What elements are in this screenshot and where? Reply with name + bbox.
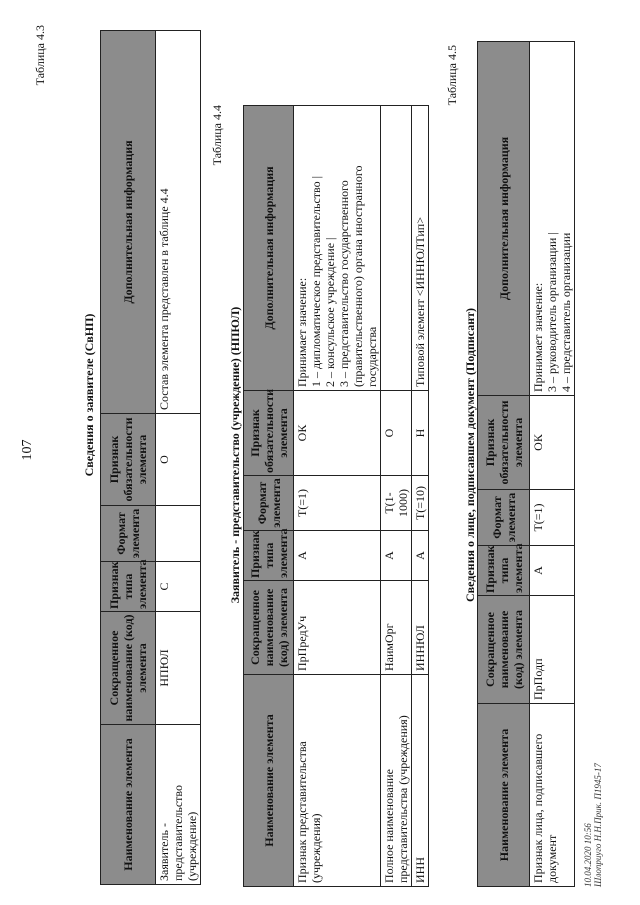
- col-header: Признак типа элемента: [101, 562, 156, 612]
- cell-type: С: [156, 562, 201, 612]
- cell-name: Признак представительства (учреждения): [294, 675, 381, 887]
- cell-name: ИНН: [412, 675, 429, 887]
- cell-info: [381, 106, 412, 391]
- col-header: Формат элемента: [101, 506, 156, 562]
- footer-line: 10.04.2020 10:56: [583, 823, 593, 887]
- cell-required: О: [381, 391, 412, 476]
- col-header: Признак типа элемента: [244, 531, 294, 581]
- table-4-4-title: Заявитель - представительство (учреждение) (НПЮЛ): [228, 306, 242, 604]
- cell-info: Типовой элемент <ИННЮЛТип>: [412, 106, 429, 391]
- table-4-3-title: Сведения о заявителе (СвНП): [82, 313, 96, 477]
- cell-code: ПрПредУч: [294, 581, 381, 675]
- col-header: Наименование элемента: [244, 675, 294, 887]
- col-header: Формат элемента: [244, 476, 294, 531]
- table-4-4-label: Таблица 4.4: [210, 105, 224, 166]
- col-header: Дополнительная информация: [478, 42, 530, 396]
- cell-required: Н: [412, 391, 429, 476]
- footer-stamp: [583, 763, 603, 887]
- table-row: [530, 42, 575, 887]
- footer-line: Шлоприуго Н.Н.Прик. П1945-17: [593, 763, 603, 887]
- col-header: Формат элемента: [478, 490, 530, 546]
- cell-format: Т(1-1000): [381, 476, 412, 531]
- table-4-3-label: Таблица 4.3: [33, 25, 47, 86]
- col-header: Дополнительная информация: [101, 31, 156, 414]
- cell-name: Заявитель - представительство (учреждение): [156, 725, 201, 885]
- col-header: Признак обязательности элемента: [101, 414, 156, 506]
- table-row: [294, 106, 381, 887]
- cell-name: Полное наименование представительства (учреждения): [381, 675, 412, 887]
- cell-code: ИННЮЛ: [412, 581, 429, 675]
- info-line: 4 – представитель организации: [559, 232, 573, 392]
- table-4-5-label: Таблица 4.5: [445, 45, 459, 106]
- cell-type: А: [412, 531, 429, 581]
- table-row: [412, 106, 429, 887]
- cell-type: А: [530, 546, 575, 596]
- col-header: Признак типа элемента: [478, 546, 530, 596]
- info-line: 1 – дипломатическое представительство |: [309, 176, 323, 387]
- col-header: Дополнительная информация: [244, 106, 294, 391]
- cell-code: НаимОрг: [381, 581, 412, 675]
- table-4-5-title: Сведения о лице, подписавшем документ (Подписант): [463, 307, 477, 603]
- table-4-5: [477, 41, 575, 887]
- cell-name: Признак лица, подписавшего документ: [530, 704, 575, 887]
- col-header: Признак обязательности элемента: [244, 391, 294, 476]
- cell-type: А: [381, 531, 412, 581]
- cell-info: Состав элемента представлен в таблице 4.4: [156, 31, 201, 414]
- col-header: Наименование элемента: [101, 725, 156, 885]
- cell-type: А: [294, 531, 381, 581]
- cell-required: ОК: [294, 391, 381, 476]
- cell-required: О: [156, 414, 201, 506]
- cell-format: Т(=1): [530, 490, 575, 546]
- info-line: Принимает значение:: [531, 282, 545, 392]
- info-line: 2 – консульское учреждение |: [323, 237, 337, 387]
- cell-code: НПЮЛ: [156, 612, 201, 725]
- info-line: Принимает значение:: [295, 277, 309, 387]
- col-header: Сокращенное наименование (код) элемента: [478, 596, 530, 704]
- col-header: Признак обязательности элемента: [478, 396, 530, 490]
- col-header: Наименование элемента: [478, 704, 530, 887]
- cell-format: [156, 506, 201, 562]
- table-row: [156, 31, 201, 885]
- table-4-3: [100, 30, 201, 885]
- info-line: 3 – представительство государственного (правительственного) органа иностранного государства: [337, 165, 379, 387]
- page-number: 107: [20, 439, 35, 461]
- table-row: [381, 106, 412, 887]
- cell-format: Т(=10): [412, 476, 429, 531]
- table-4-4: [243, 105, 429, 887]
- col-header: Сокращенное наименование (код) элемента: [244, 581, 294, 675]
- cell-info: [294, 106, 381, 391]
- info-line: 3 – руководитель организации |: [545, 232, 559, 392]
- cell-info: [530, 42, 575, 396]
- cell-code: ПрПодп: [530, 596, 575, 704]
- col-header: Сокращенное наименование (код) элемента: [101, 612, 156, 725]
- cell-required: ОК: [530, 396, 575, 490]
- cell-format: Т(=1): [294, 476, 381, 531]
